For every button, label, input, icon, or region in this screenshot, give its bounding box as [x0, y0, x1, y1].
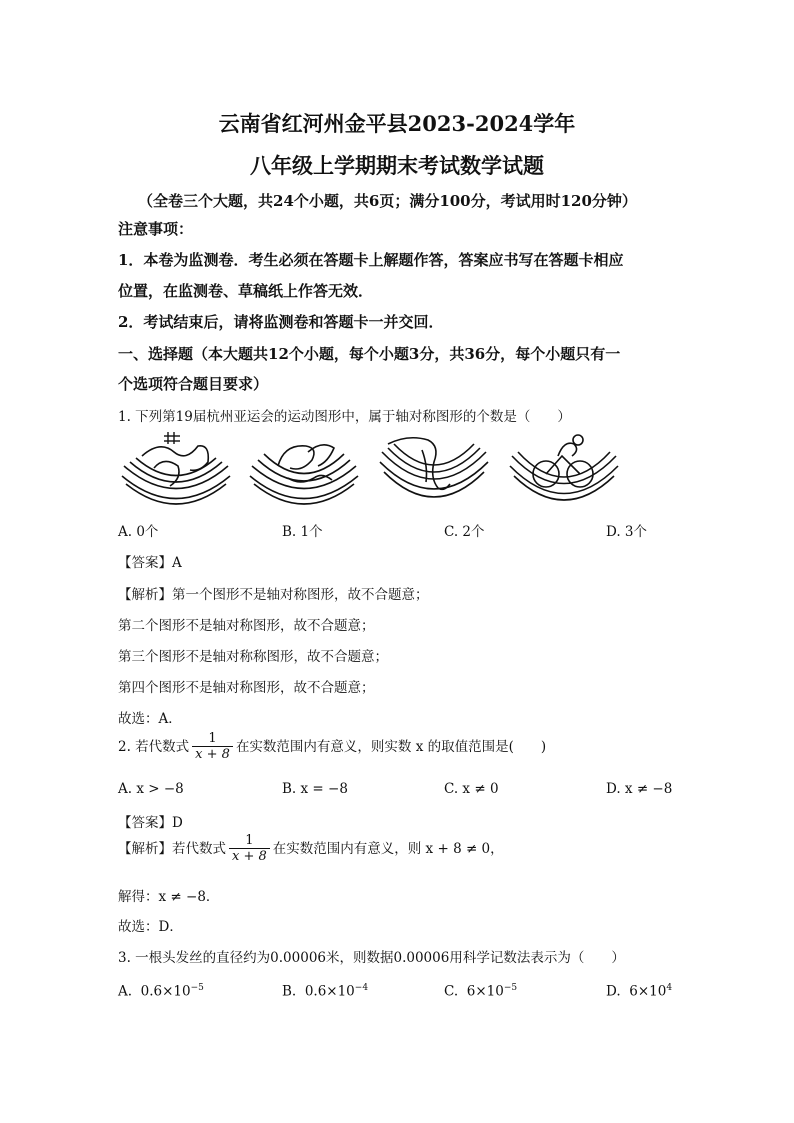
fraction-denominator: x + 8 — [229, 848, 270, 864]
question-2-fraction — [192, 732, 233, 763]
pictogram-1-icon — [120, 426, 232, 506]
question-1-analysis-line-3: 第三个图形不是轴对称称图形，故不合题意； — [118, 649, 388, 665]
pictogram-4-icon — [508, 426, 620, 506]
exam-info: （全卷三个大题，共24个小题，共6页；满分100分，考试用时120分钟） — [138, 192, 637, 210]
question-2-solution: 解得：x ≠ −8． — [118, 889, 220, 905]
question-1-option-a[interactable]: A. 0个 — [118, 524, 159, 540]
option-exponent: −5 — [190, 983, 204, 993]
notice-item-1-line-1: 1．本卷为监测卷．考生必须在答题卡上解题作答，答案应书写在答题卡相应 — [118, 251, 624, 269]
section-1-heading-line-2: 个选项符合题目要求） — [118, 375, 269, 393]
option-exponent: −5 — [503, 983, 518, 993]
option-label: C. — [444, 983, 459, 1000]
question-2-analysis-prefix: 【解析】若代数式 — [118, 840, 226, 857]
pictogram-2-icon — [248, 426, 360, 506]
option-label: B. — [282, 983, 297, 1000]
question-2-conclusion: 故选：D． — [118, 919, 183, 935]
notice-item-1-line-2: 位置，在监测卷、草稿纸上作答无效． — [118, 282, 374, 300]
question-2-analysis-fraction — [229, 834, 270, 865]
question-1-analysis-line-2: 第二个图形不是轴对称图形，故不合题意； — [118, 618, 375, 634]
option-mantissa: 0.6×10 — [304, 983, 355, 1000]
question-2-option-c[interactable]: C. x ≠ 0 — [444, 781, 499, 797]
question-3-option-b[interactable] — [282, 983, 368, 1000]
question-1-option-d[interactable]: D. 3个 — [606, 524, 648, 540]
question-1-option-c[interactable]: C. 2个 — [444, 524, 485, 540]
title-line-2: 八年级上学期期末考试数学试题 — [250, 153, 544, 178]
option-label: A. — [118, 983, 133, 1000]
question-1-option-b[interactable]: B. 1个 — [282, 524, 323, 540]
question-2-answer: 【答案】D — [118, 815, 183, 831]
title-line-1: 云南省红河州金平县2023-2024学年 — [218, 111, 576, 136]
question-2-analysis — [118, 834, 504, 865]
fraction-numerator: 1 — [208, 731, 217, 746]
notice-item-2: 2．考试结束后，请将监测卷和答题卡一并交回． — [118, 313, 444, 331]
question-2-option-b[interactable]: B. x = −8 — [282, 781, 348, 797]
question-3-option-a[interactable] — [118, 983, 204, 1000]
question-1-analysis-line-4: 第四个图形不是轴对称图形，故不合题意； — [118, 680, 375, 696]
option-exponent: 4 — [666, 983, 673, 993]
question-3-option-c[interactable] — [444, 983, 517, 1000]
option-label: D. — [606, 983, 621, 1000]
question-1-answer: 【答案】A — [118, 555, 182, 571]
notice-heading: 注意事项： — [118, 220, 194, 238]
fraction-denominator: x + 8 — [192, 746, 233, 762]
option-exponent: −4 — [354, 983, 369, 993]
question-1-stem: 1. 下列第19届杭州亚运会的运动图形中，属于轴对称图形的个数是（ ） — [118, 409, 571, 425]
pictogram-3-icon — [378, 426, 490, 506]
option-mantissa: 0.6×10 — [140, 983, 191, 1000]
question-2-stem — [118, 732, 546, 763]
question-1-conclusion: 故选：A． — [118, 711, 182, 727]
question-2-option-a[interactable]: A. x > −8 — [118, 781, 184, 797]
section-1-heading-line-1: 一、选择题（本大题共12个小题，每个小题3分，共36分，每个小题只有一 — [118, 345, 621, 363]
question-3-stem: 3. 一根头发丝的直径约为0.00006米，则数据0.00006用科学记数法表示为（ ） — [118, 950, 625, 966]
question-2-option-d[interactable]: D. x ≠ −8 — [606, 781, 673, 797]
question-1-figures — [120, 426, 640, 516]
question-2-analysis-suffix: 在实数范围内有意义，则 x + 8 ≠ 0， — [272, 840, 504, 857]
fraction-numerator: 1 — [245, 833, 254, 848]
question-2-stem-suffix: 在实数范围内有意义，则实数 x 的取值范围是( ) — [235, 738, 547, 755]
question-1-analysis-line-1: 【解析】第一个图形不是轴对称图形，故不合题意； — [118, 587, 429, 603]
question-3-option-d[interactable] — [606, 983, 672, 1000]
option-mantissa: 6×10 — [466, 983, 504, 1000]
question-2-stem-prefix: 2. 若代数式 — [118, 738, 190, 755]
option-mantissa: 6×10 — [629, 983, 667, 1000]
